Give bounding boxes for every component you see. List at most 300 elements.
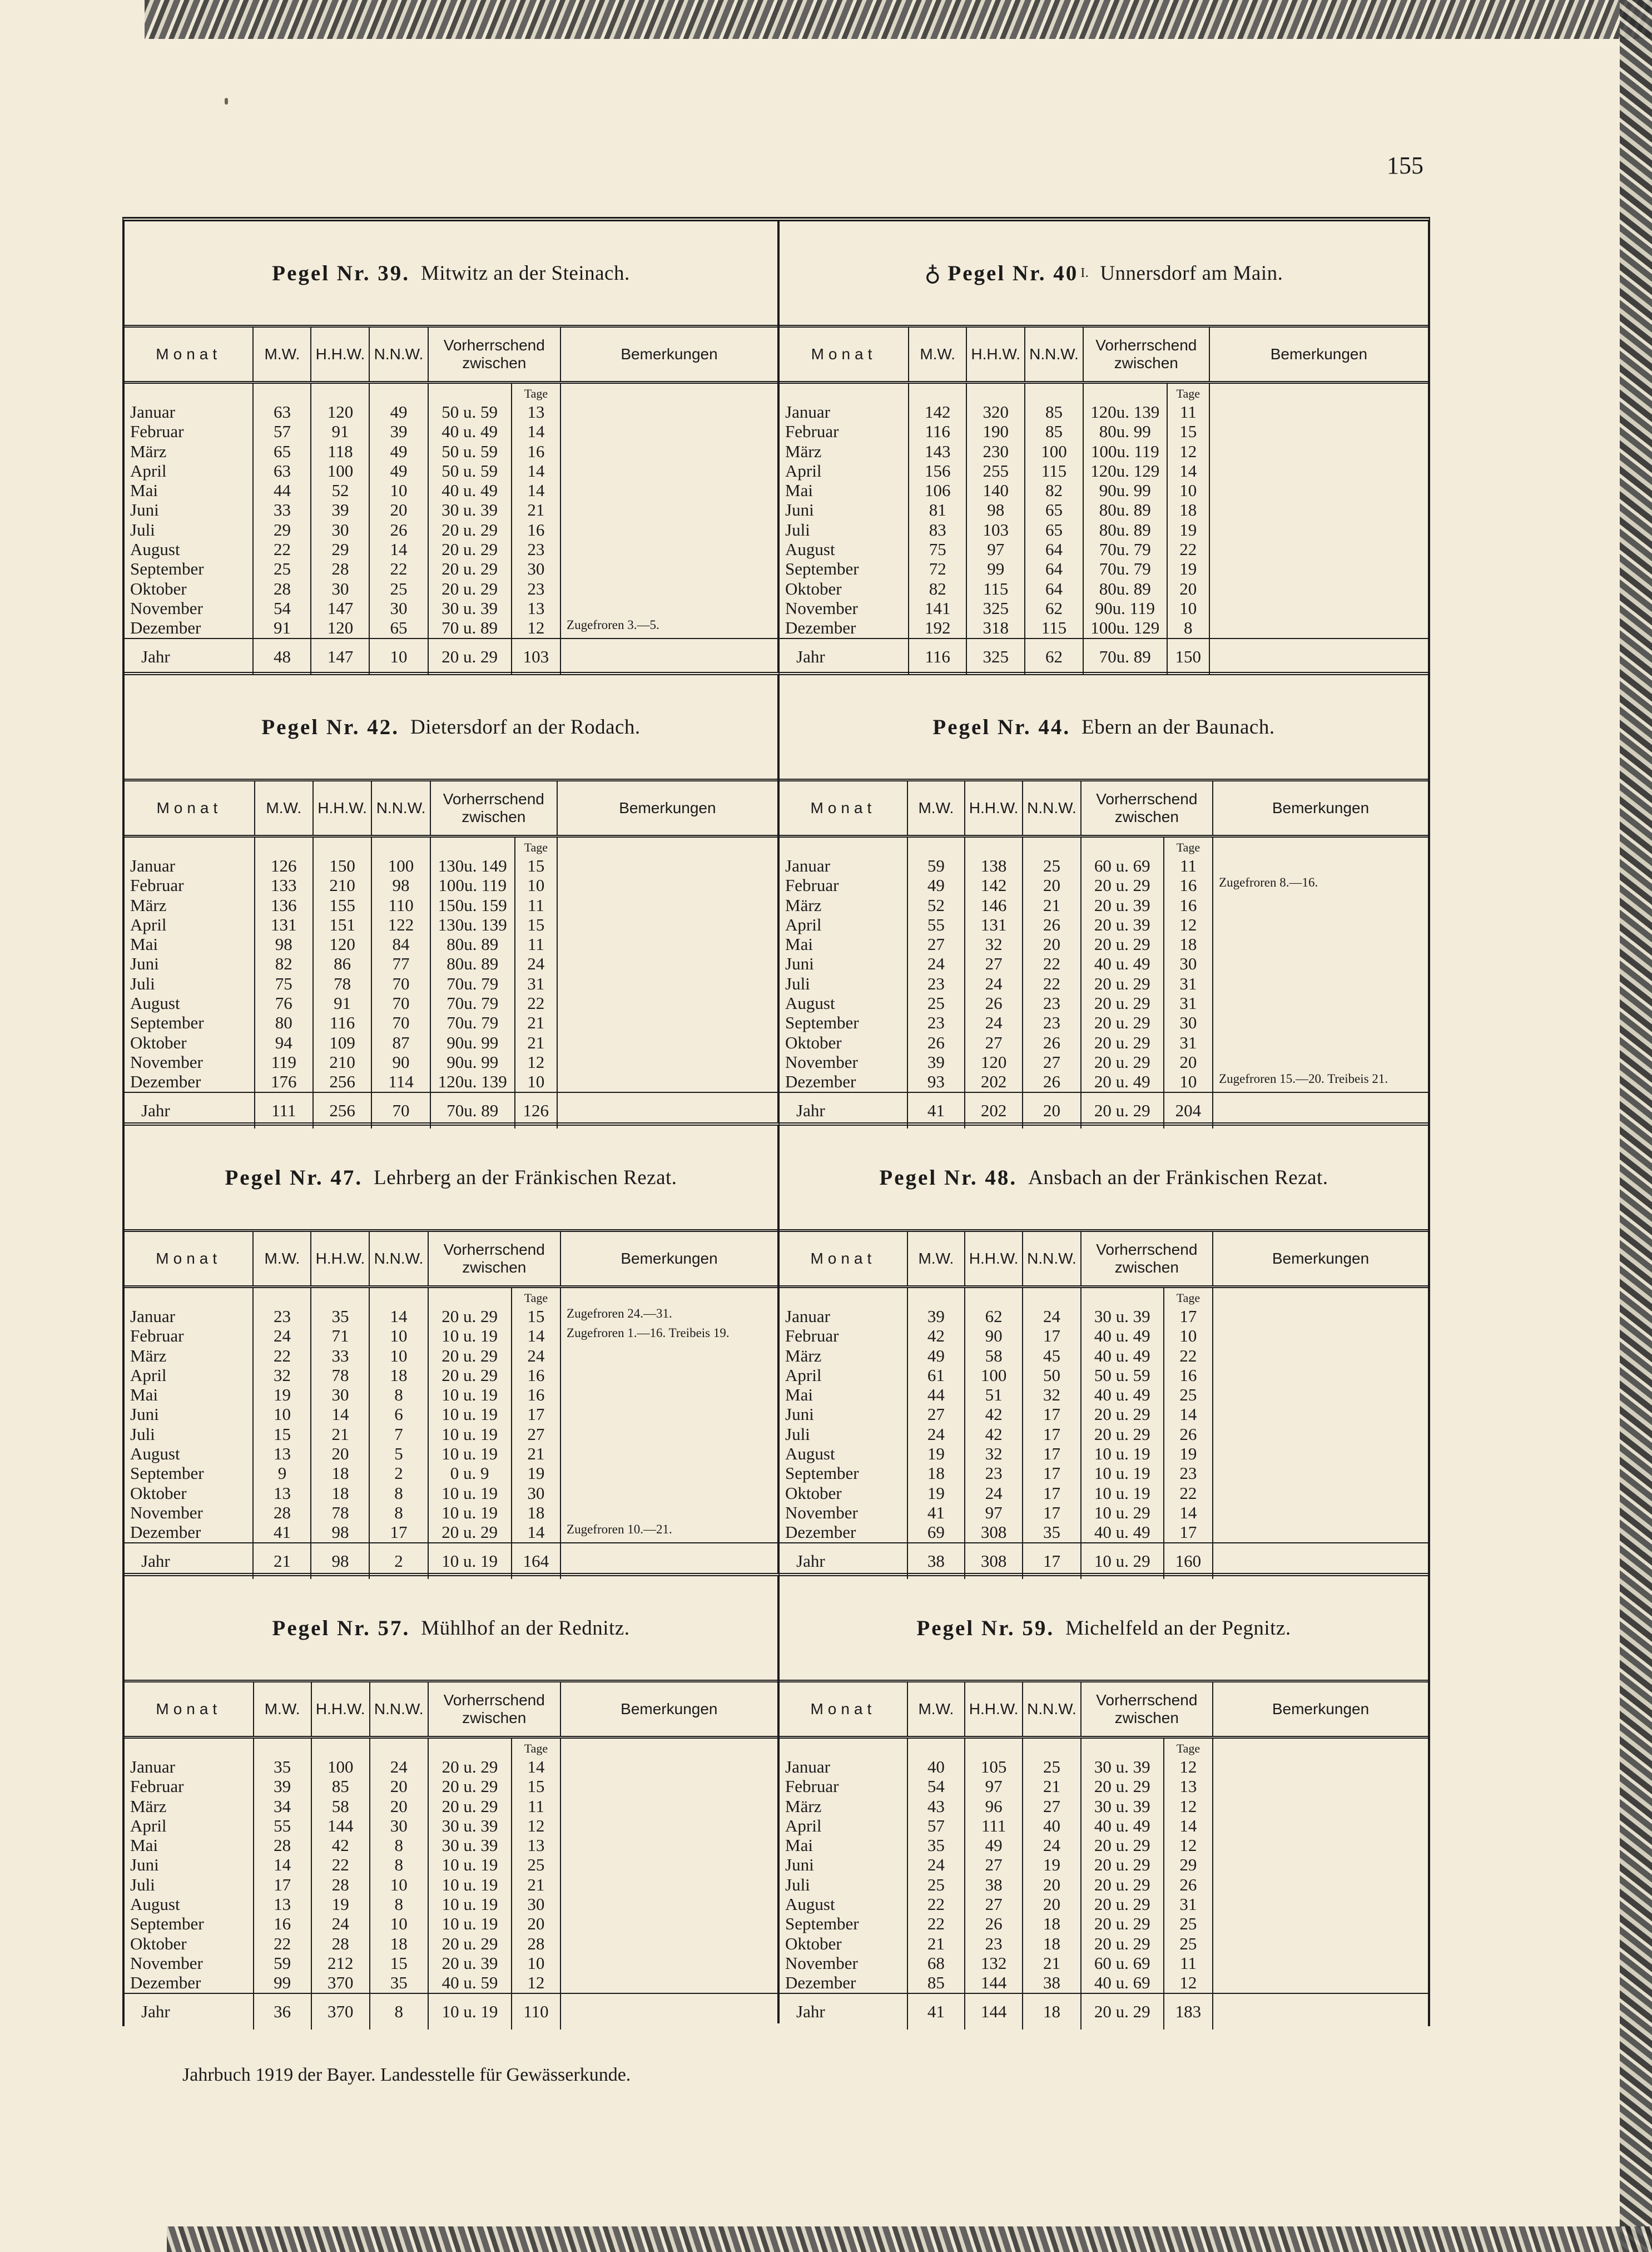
table-row [125, 1326, 777, 1345]
month-cell: Januar [780, 402, 909, 422]
tage-cell: 28 [512, 1934, 560, 1953]
mw-cell: 42 [907, 1326, 965, 1345]
gauge-table [125, 779, 777, 1129]
range-cell: 20 u. 29 [1081, 1875, 1164, 1894]
tage-cell: 10 [1164, 1326, 1213, 1345]
hhw-cell: 51 [965, 1385, 1023, 1404]
nnw-cell: 64 [1025, 559, 1083, 578]
nnw-cell: 2 [369, 1463, 428, 1483]
mw-cell: 91 [253, 618, 311, 638]
year-row [780, 1993, 1428, 2030]
hhw-cell: 98 [966, 500, 1025, 519]
header-bemerkungen: Bemerkungen [1213, 780, 1428, 837]
tage-cell: 12 [1164, 915, 1213, 934]
month-cell: November [125, 1503, 253, 1522]
month-cell: Dezember [780, 1973, 907, 1993]
table-row [125, 1757, 777, 1776]
table-cell [125, 837, 255, 857]
hhw-cell: 120 [311, 618, 369, 638]
tage-cell: 14 [512, 1522, 560, 1542]
hhw-cell: 26 [965, 993, 1023, 1013]
table-cell [515, 837, 557, 857]
mw-cell: 13 [253, 1483, 311, 1503]
mw-cell: 22 [254, 1934, 311, 1953]
range-cell: 60 u. 69 [1081, 1953, 1164, 1973]
gauge-number: Pegel Nr. 48. [879, 1165, 1018, 1190]
tage-row [125, 1738, 777, 1758]
header-hhw: H.H.W. [311, 1681, 370, 1738]
table-cell [1081, 1287, 1164, 1307]
hhw-cell: 27 [965, 1894, 1023, 1914]
hhw-cell: 38 [965, 1875, 1023, 1894]
gauge-table [780, 1229, 1428, 1579]
remark-cell: Zugefroren 15.—20. Treibeis 21. [1219, 1072, 1388, 1086]
year-cell: 370 [311, 1993, 370, 2030]
tage-cell: 16 [1164, 895, 1213, 915]
hhw-cell: 120 [965, 1052, 1023, 1072]
table-row [780, 1522, 1428, 1542]
gauge-panel [125, 1122, 780, 1573]
month-cell: April [780, 1365, 907, 1385]
remark-cell [1213, 895, 1428, 915]
hhw-cell: 100 [311, 1757, 370, 1776]
nnw-cell: 17 [1023, 1444, 1080, 1463]
header-vorherrschend: Vorherrschend zwischen [1081, 1231, 1213, 1287]
nnw-cell: 65 [369, 618, 428, 638]
remark-cell [1213, 1503, 1428, 1522]
month-cell: November [780, 1052, 907, 1072]
tage-cell: 13 [512, 598, 560, 618]
month-cell: März [780, 895, 907, 915]
month-cell: Oktober [125, 1483, 253, 1503]
tage-cell: 31 [515, 974, 557, 993]
mw-cell: 49 [907, 875, 965, 895]
table-cell [1023, 1287, 1080, 1307]
month-cell: April [780, 915, 907, 934]
remark-cell [557, 895, 777, 915]
range-cell: 20 u. 29 [1081, 934, 1164, 954]
month-cell: April [780, 461, 909, 481]
range-cell: 80u. 89 [430, 934, 515, 954]
tage-cell: 16 [1164, 875, 1213, 895]
nnw-cell: 21 [1023, 1953, 1080, 1973]
table-cell [557, 837, 777, 857]
tage-label: Tage [524, 1741, 548, 1755]
hhw-cell: 27 [965, 1033, 1023, 1052]
remark-cell [1213, 1326, 1428, 1345]
hhw-cell: 18 [311, 1483, 369, 1503]
hhw-cell: 144 [965, 1973, 1023, 1993]
paper-speck [225, 98, 228, 105]
table-cell [780, 1738, 907, 1758]
table-row [780, 1013, 1428, 1032]
header-hhw: H.H.W. [965, 1681, 1023, 1738]
tage-cell: 30 [512, 1894, 560, 1914]
hhw-cell: 142 [965, 875, 1023, 895]
range-cell: 40 u. 49 [1081, 1346, 1164, 1365]
tage-cell: 30 [1164, 1013, 1213, 1032]
hhw-cell: 28 [311, 1934, 370, 1953]
table-row [125, 875, 777, 895]
range-cell: 30 u. 39 [1081, 1796, 1164, 1816]
year-label: Jahr [125, 1993, 254, 2030]
hhw-cell: 98 [311, 1522, 369, 1542]
nnw-cell: 18 [1023, 1914, 1080, 1933]
range-cell: 80u. 89 [430, 954, 515, 973]
table-row [125, 1522, 777, 1542]
table-row [780, 579, 1428, 598]
table-row [125, 618, 777, 638]
mw-cell: 19 [907, 1444, 965, 1463]
remark-cell [1209, 481, 1428, 500]
range-cell: 20 u. 29 [428, 1346, 512, 1365]
month-cell: Juni [125, 1855, 254, 1874]
header-bemerkungen: Bemerkungen [1213, 1231, 1428, 1287]
mw-cell: 131 [255, 915, 313, 934]
remark-cell [560, 500, 777, 519]
year-cell: 144 [965, 1993, 1023, 2030]
year-cell: 38 [907, 1543, 965, 1579]
table-row [780, 1855, 1428, 1874]
year-label: Jahr [780, 639, 909, 675]
header-nnw: N.N.W. [1025, 326, 1083, 383]
range-cell: 20 u. 29 [1081, 993, 1164, 1013]
range-cell: 70u. 79 [430, 1013, 515, 1032]
tage-cell: 25 [1164, 1914, 1213, 1933]
nnw-cell: 18 [369, 1365, 428, 1385]
mw-cell: 176 [255, 1072, 313, 1092]
table-cell [560, 1287, 777, 1307]
table-row [125, 1796, 777, 1816]
nnw-cell: 22 [1023, 974, 1080, 993]
year-cell: 110 [512, 1993, 560, 2030]
hhw-cell: 52 [311, 481, 369, 500]
nnw-cell: 21 [1023, 895, 1080, 915]
range-cell: 70u. 79 [430, 993, 515, 1013]
month-cell: April [125, 915, 255, 934]
year-cell: 204 [1164, 1092, 1213, 1129]
nnw-cell: 70 [371, 993, 430, 1013]
nnw-cell: 77 [371, 954, 430, 973]
mw-cell: 16 [254, 1914, 311, 1933]
tage-cell: 19 [1164, 1444, 1213, 1463]
table-row [125, 1776, 777, 1796]
hhw-cell: 96 [965, 1796, 1023, 1816]
tage-cell: 18 [512, 1503, 560, 1522]
month-cell: Juli [125, 520, 253, 540]
header-vorherrschend: Vorherrschend zwischen [430, 780, 557, 837]
binding-top-edge [145, 0, 1652, 39]
range-cell: 90u. 119 [1083, 598, 1167, 618]
remark-cell [1213, 1365, 1428, 1385]
month-cell: Januar [125, 1306, 253, 1326]
mw-cell: 54 [907, 1776, 965, 1796]
nnw-cell: 65 [1025, 520, 1083, 540]
range-cell: 10 u. 19 [428, 1326, 512, 1345]
nnw-cell: 26 [1023, 915, 1080, 934]
table-row [125, 1816, 777, 1835]
tage-row [125, 383, 777, 403]
year-cell: 98 [311, 1543, 369, 1579]
tage-cell: 13 [512, 1835, 560, 1855]
header-nnw: N.N.W. [1023, 1681, 1080, 1738]
month-cell: April [125, 1816, 254, 1835]
table-cell [1213, 1287, 1428, 1307]
hhw-cell: 230 [966, 442, 1025, 461]
hhw-cell: 18 [311, 1463, 369, 1483]
tage-cell: 16 [512, 1385, 560, 1404]
header-hhw: H.H.W. [965, 1231, 1023, 1287]
tage-cell: 15 [512, 1306, 560, 1326]
remark-cell [1213, 1796, 1428, 1816]
gauge-title [780, 221, 1428, 325]
table-row [125, 500, 777, 519]
nnw-cell: 8 [369, 1385, 428, 1404]
gauge-panel [780, 672, 1428, 1122]
gauge-station: Michelfeld an der Pegnitz. [1065, 1616, 1291, 1640]
nnw-cell: 27 [1023, 1796, 1080, 1816]
range-cell: 20 u. 29 [1081, 1424, 1164, 1444]
remark-cell [1213, 1483, 1428, 1503]
hhw-cell: 26 [965, 1914, 1023, 1933]
nnw-cell: 100 [371, 856, 430, 875]
table-row [780, 1385, 1428, 1404]
table-row [780, 1914, 1428, 1933]
nnw-cell: 8 [370, 1855, 428, 1874]
table-row [780, 1796, 1428, 1816]
table-row [125, 1306, 777, 1326]
month-cell: November [780, 1953, 907, 1973]
table-cell [966, 383, 1025, 403]
month-cell: März [125, 1796, 254, 1816]
range-cell: 30 u. 39 [428, 598, 512, 618]
nnw-cell: 32 [1023, 1385, 1080, 1404]
tage-cell: 21 [512, 500, 560, 519]
remark-cell [560, 540, 777, 559]
tage-label: Tage [524, 840, 548, 854]
table-row [780, 402, 1428, 422]
gauge-table [125, 1680, 777, 2030]
range-cell: 10 u. 19 [428, 1424, 512, 1444]
remark-cell [560, 1757, 777, 1776]
month-cell: Februar [125, 875, 255, 895]
month-cell: Juni [780, 500, 909, 519]
tage-row [125, 1287, 777, 1307]
nnw-cell: 40 [1023, 1816, 1080, 1835]
table-row [125, 461, 777, 481]
mw-cell: 99 [254, 1973, 311, 1993]
gauge-number: Pegel Nr. 39. [272, 261, 410, 285]
range-cell: 20 u. 29 [1081, 1934, 1164, 1953]
mw-cell: 23 [907, 1013, 965, 1032]
tage-row [780, 383, 1428, 403]
table-cell [1167, 383, 1209, 403]
remark-cell [560, 1385, 777, 1404]
table-cell [370, 1738, 428, 1758]
mw-cell: 63 [253, 461, 311, 481]
mw-cell: 116 [909, 422, 966, 441]
gauge-panel [780, 221, 1428, 672]
year-label: Jahr [125, 639, 253, 675]
remark-cell [560, 1365, 777, 1385]
nnw-cell: 19 [1023, 1855, 1080, 1874]
hhw-cell: 144 [311, 1816, 370, 1835]
table-row [125, 402, 777, 422]
month-cell: Mai [125, 481, 253, 500]
mw-cell: 59 [907, 856, 965, 875]
hhw-cell: 147 [311, 598, 369, 618]
year-cell: 10 u. 29 [1081, 1543, 1164, 1579]
gauge-panel [125, 1573, 780, 2023]
mw-cell: 49 [907, 1346, 965, 1365]
table-cell [1081, 837, 1164, 857]
mw-cell: 39 [254, 1776, 311, 1796]
remark-cell [557, 993, 777, 1013]
tage-cell: 21 [515, 1033, 557, 1052]
tage-cell: 21 [512, 1875, 560, 1894]
month-cell: Dezember [125, 618, 253, 638]
range-cell: 20 u. 49 [1081, 1072, 1164, 1092]
month-cell: März [125, 1346, 253, 1365]
tage-cell: 23 [512, 579, 560, 598]
mw-cell: 21 [907, 1934, 965, 1953]
mw-cell: 25 [253, 559, 311, 578]
mw-cell: 40 [907, 1757, 965, 1776]
nnw-cell: 64 [1025, 540, 1083, 559]
month-cell: Juli [780, 1424, 907, 1444]
remark-cell [1209, 520, 1428, 540]
mw-cell: 44 [253, 481, 311, 500]
tage-cell: 14 [1164, 1503, 1213, 1522]
table-row [780, 481, 1428, 500]
tage-cell: 31 [1164, 974, 1213, 993]
table-row [780, 954, 1428, 973]
tage-cell: 22 [1164, 1346, 1213, 1365]
range-cell: 10 u. 19 [428, 1855, 512, 1874]
tage-cell: 31 [1164, 1894, 1213, 1914]
table-row [125, 1894, 777, 1914]
mw-cell: 80 [255, 1013, 313, 1032]
remark-cell [1213, 934, 1428, 954]
mw-cell: 94 [255, 1033, 313, 1052]
month-cell: Februar [780, 1776, 907, 1796]
gauge-station: Ebern an der Baunach. [1082, 715, 1275, 739]
mw-cell: 43 [907, 1796, 965, 1816]
nnw-cell: 25 [369, 579, 428, 598]
remark-cell [557, 875, 777, 895]
table-row [125, 481, 777, 500]
tage-cell: 25 [1164, 1385, 1213, 1404]
hhw-cell: 103 [966, 520, 1025, 540]
gauge-table [780, 779, 1428, 1129]
tage-cell: 11 [1164, 856, 1213, 875]
month-cell: Juli [780, 1875, 907, 1894]
range-cell: 40 u. 49 [1081, 1522, 1164, 1542]
hhw-cell: 32 [965, 934, 1023, 954]
nnw-cell: 10 [370, 1914, 428, 1933]
table-row [780, 974, 1428, 993]
tage-cell: 22 [1164, 1483, 1213, 1503]
nnw-cell: 100 [1025, 442, 1083, 461]
hhw-cell: 71 [311, 1326, 369, 1345]
month-cell: Januar [125, 856, 255, 875]
remark-cell [560, 520, 777, 540]
range-cell: 40 u. 49 [1081, 1816, 1164, 1835]
table-cell [371, 837, 430, 857]
mw-cell: 22 [907, 1894, 965, 1914]
gauge-number: Pegel Nr. 40 [947, 261, 1079, 285]
gauge-station: Mitwitz an der Steinach. [420, 261, 630, 285]
remark-cell [1213, 1306, 1428, 1326]
mw-cell: 27 [907, 934, 965, 954]
hhw-cell: 308 [965, 1522, 1023, 1542]
range-cell: 120u. 129 [1083, 461, 1167, 481]
gauge-panel [125, 221, 780, 672]
nnw-cell: 49 [369, 402, 428, 422]
nnw-cell: 26 [1023, 1033, 1080, 1052]
mw-cell: 24 [907, 954, 965, 973]
table-row [780, 1835, 1428, 1855]
table-row [125, 1463, 777, 1483]
tage-cell: 15 [515, 915, 557, 934]
gauge-title [125, 1126, 777, 1229]
month-cell: Juli [780, 520, 909, 540]
table-cell [512, 1287, 560, 1307]
header-bemerkungen: Bemerkungen [1209, 326, 1428, 383]
hhw-cell: 49 [965, 1835, 1023, 1855]
range-cell: 20 u. 29 [428, 559, 512, 578]
table-cell [965, 1287, 1023, 1307]
table-row [780, 422, 1428, 441]
month-cell: Februar [780, 875, 907, 895]
table-row [780, 540, 1428, 559]
nnw-cell: 8 [370, 1835, 428, 1855]
table-row [125, 1934, 777, 1953]
month-cell: März [780, 1796, 907, 1816]
month-cell: Oktober [125, 1033, 255, 1052]
hhw-cell: 42 [965, 1424, 1023, 1444]
table-cell [311, 1287, 369, 1307]
month-cell: August [780, 993, 907, 1013]
table-cell [512, 1738, 560, 1758]
range-cell: 10 u. 19 [428, 1875, 512, 1894]
year-cell: 164 [512, 1543, 560, 1579]
range-cell: 20 u. 29 [1081, 1894, 1164, 1914]
range-cell: 40 u. 49 [428, 481, 512, 500]
tage-label: Tage [1176, 387, 1200, 400]
header-vorherrschend: Vorherrschend zwischen [428, 326, 561, 383]
mw-cell: 142 [909, 402, 966, 422]
hhw-cell: 210 [313, 875, 371, 895]
table-row [780, 1365, 1428, 1385]
mw-cell: 141 [909, 598, 966, 618]
remark-cell [560, 1934, 777, 1953]
nnw-cell: 18 [370, 1934, 428, 1953]
nnw-cell: 8 [369, 1483, 428, 1503]
table-row [125, 579, 777, 598]
table-row [125, 954, 777, 973]
table-row [125, 1346, 777, 1365]
range-cell: 50 u. 59 [428, 461, 512, 481]
header-monat: Monat [125, 780, 255, 837]
hhw-cell: 138 [965, 856, 1023, 875]
year-cell: 20 u. 29 [1081, 1993, 1164, 2030]
nnw-cell: 20 [370, 1796, 428, 1816]
remark-cell [560, 1404, 777, 1424]
nnw-cell: 110 [371, 895, 430, 915]
range-cell: 10 u. 19 [428, 1503, 512, 1522]
hhw-cell: 97 [965, 1503, 1023, 1522]
